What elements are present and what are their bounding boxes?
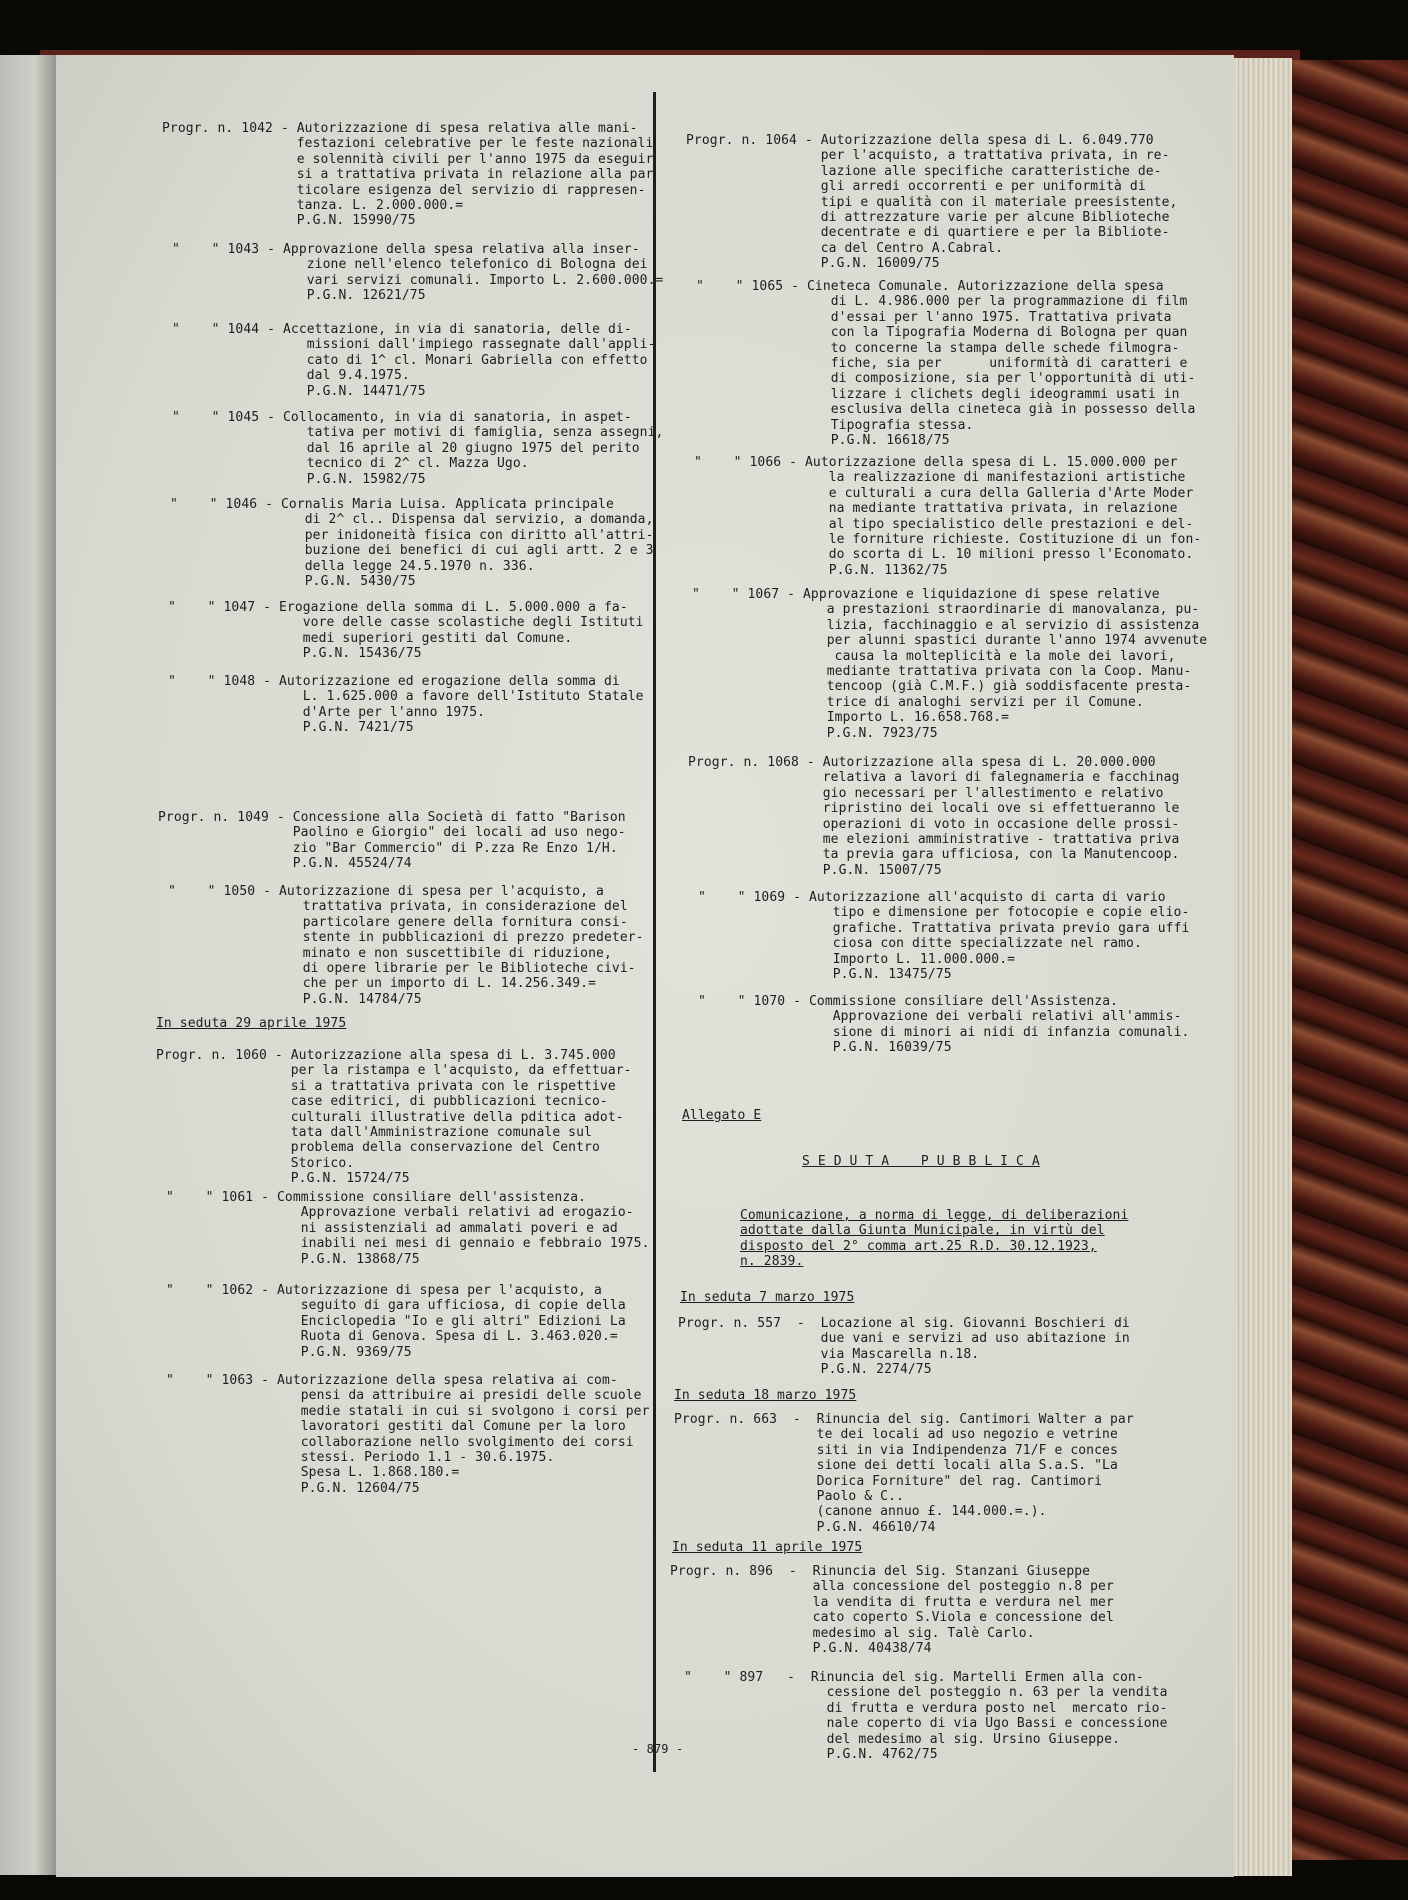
entry-1045: " " 1045 - Collocamento, in via di sanatoria, in aspet- tativa per motivi di famiglia, senza assegni, dal 16 aprile al 20 giugno 1975 del perito tecnico di 2^ cl. Mazza Ugo. P.G.N. 15982/75 — [172, 410, 664, 487]
session-heading-29-aprile: In seduta 29 aprile 1975 — [156, 1016, 347, 1031]
entry-1065: " " 1065 - Cineteca Comunale. Autorizzazione della spesa di L. 4.986.000 per la programmazione di film d'essai per l'anno 1975. Trattativa privata con la Tipografia Moderna di Bologna per quan to concerne la stampa delle schede filmogra- fiche, sia per uniformità di caratteri e di composizione, sia per l'opportunità di uti- lizzare i clichets degli ideogrammi usati in esclusiva della cineteca già in possesso della Tipografia stessa. P.G.N. 16618/75 — [696, 279, 1196, 449]
allegato-heading: Allegato E — [682, 1108, 762, 1123]
entry-1043: " " 1043 - Approvazione della spesa relativa alla inser- zione nell'elenco telefonico di Bologna dei vari servizi comunali. Importo L. 2.600.000.= P.G.N. 12621/75 — [172, 242, 664, 304]
entry-1063: " " 1063 - Autorizzazione della spesa relativa ai com- pensi da attribuire ai presidi delle scuole medie statali in cui si svolgono i corsi per lavoratori gestiti dal Comune per la loro collaborazione nello svolgimento dei corsi stessi. Periodo 1.1 - 30.6.1975. Spesa L. 1.868.180.= P.G.N. 12604/75 — [166, 1373, 650, 1496]
session-heading-7-marzo: In seduta 7 marzo 1975 — [680, 1290, 855, 1305]
entry-1061: " " 1061 - Commissione consiliare dell'assistenza. Approvazione verbali relativi ad erogazio- ni assistenziali ad ammalati poveri e ad inabili nei mesi di gennaio e febbraio 1975. P.G.N. 13868/75 — [166, 1190, 650, 1267]
page-edges — [1230, 58, 1292, 1876]
entry-1044: " " 1044 - Accettazione, in via di sanatoria, delle di- missioni dall'impiego rassegnate dall'appli- cato di 1^ cl. Monari Gabriella con effetto dal 9.4.1975. P.G.N. 14471/75 — [172, 322, 656, 399]
entry-896: Progr. n. 896 - Rinuncia del Sig. Stanzani Giuseppe alla concessione del posteggio n.8 per la vendita di frutta e verdura nel mer cato coperto S.Viola e concessione del medesimo al sig. Talè Carlo. P.G.N. 40438/74 — [670, 1564, 1114, 1657]
comunicazione-paragraph: Comunicazione, a norma di legge, di deliberazioni adottate dalla Giunta Municipale, in virtù del disposto del 2° comma art.25 R.D. 30.12.1923, n. 2839. — [740, 1208, 1129, 1270]
entry-1064: Progr. n. 1064 - Autorizzazione della spesa di L. 6.049.770 per l'acquisto, a trattativa privata, in re- lazione alle specifiche caratteristiche de- gli arredi occorrenti e per uniformità di tipi e qualità con il materiale preesistente, di attrezzature varie per alcune Biblioteche decentrate e di quartiere e per la Bibliote- ca del Centro A.Cabral. P.G.N. 16009/75 — [686, 133, 1178, 272]
session-heading-11-aprile: In seduta 11 aprile 1975 — [672, 1540, 863, 1555]
session-heading-18-marzo: In seduta 18 marzo 1975 — [674, 1388, 857, 1403]
entry-1067: " " 1067 - Approvazione e liquidazione di spese relative a prestazioni straordinarie di manovalanza, pu- lizia, facchinaggio e al servizio di assistenza per alunni spastici durante l'anno 1974 avvenute causa la molteplicità e la mole dei lavori, mediante trattativa privata con la Coop. Manu- tencoop (già C.M.F.) già soddisfacente presta- trice di analoghi servizi per il Comune. Importo L. 16.658.768.= P.G.N. 7923/75 — [692, 587, 1208, 741]
entry-1069: " " 1069 - Autorizzazione all'acquisto di carta di vario tipo e dimensione per fotocopie e copie elio- grafiche. Trattativa privata previo gara uffi ciosa con ditte specializzate nel ramo. Importo L. 11.000.000.= P.G.N. 13475/75 — [698, 890, 1190, 983]
entry-1068: Progr. n. 1068 - Autorizzazione alla spesa di L. 20.000.000 relativa a lavori di falegnameria e facchinag gio necessari per l'allestimento e relativo ripristino dei locali ove si effettueranno le operazioni di voto in occasione delle prossi- me elezioni amministrative - trattativa priva ta previa gara ufficiosa, con la Manutencoop. P.G.N. 15007/75 — [688, 755, 1180, 878]
entry-1046: " " 1046 - Cornalis Maria Luisa. Applicata principale di 2^ cl.. Dispensa dal servizio, a domanda, per inidoneità fisica con diritto all'attri- buzione dei benefici di cui agli artt. 2 e 3 della legge 24.5.1970 n. 336. P.G.N. 5430/75 — [170, 497, 654, 590]
entry-897: " " 897 - Rinuncia del sig. Martelli Ermen alla con- cessione del posteggio n. 63 per la vendita di frutta e verdura posto nel mercato rio- nale coperto di via Ugo Bassi e concessione del medesimo al sig. Ursino Giuseppe. P.G.N. 4762/75 — [684, 1670, 1168, 1763]
entry-1070: " " 1070 - Commissione consiliare dell'Assistenza. Approvazione dei verbali relativi all'ammis- sione di minori ai nidi di infanzia comunali. P.G.N. 16039/75 — [698, 994, 1190, 1056]
entry-557: Progr. n. 557 - Locazione al sig. Giovanni Boschieri di due vani e servizi ad uso abitazione in via Mascarella n.18. P.G.N. 2274/75 — [678, 1316, 1130, 1378]
entry-1062: " " 1062 - Autorizzazione di spesa per l'acquisto, a seguito di gara ufficiosa, di copie della Enciclopedia "Io e gli altri" Edizioni La Ruota di Genova. Spesa di L. 3.463.020.= P.G.N. 9369/75 — [166, 1283, 626, 1360]
entry-1050: " " 1050 - Autorizzazione di spesa per l'acquisto, a trattativa privata, in considerazione del particolare genere della fornitura consi- stente in pubblicazioni di prezzo predeter- minato e non suscettibile di riduzione, di opere librarie per le Biblioteche civi- che per un importo di L. 14.256.349.= P.G.N. 14784/75 — [168, 884, 644, 1007]
entry-1047: " " 1047 - Erogazione della somma di L. 5.000.000 a fa- vore delle casse scolastiche degli Istituti medi superiori gestiti dal Comune. P.G.N. 15436/75 — [168, 600, 644, 662]
previous-page-edge — [0, 55, 58, 1875]
marbled-cover — [1290, 60, 1408, 1860]
page-number: - 879 - — [632, 1742, 684, 1756]
entry-1048: " " 1048 - Autorizzazione ed erogazione della somma di L. 1.625.000 a favore dell'Istituto Statale d'Arte per l'anno 1975. P.G.N. 7421/75 — [168, 674, 644, 736]
entry-1049: Progr. n. 1049 - Concessione alla Società di fatto "Barison Paolino e Giorgio" dei locali ad uso nego- zio "Bar Commercio" di P.zza Re Enzo 1/H. P.G.N. 45524/74 — [158, 810, 626, 872]
entry-1042: Progr. n. 1042 - Autorizzazione di spesa relativa alle mani- festazioni celebrative per le feste nazionali e solennità civili per l'anno 1975 da eseguir si a trattativa privata in relazione alla par ticolare esigenza del servizio di rappresen- tanza. L. 2.000.000.= P.G.N. 15990/75 — [162, 121, 654, 229]
entry-663: Progr. n. 663 - Rinuncia del sig. Cantimori Walter a par te dei locali ad uso negozio e vetrine siti in via Indipendenza 71/F e conces sione dei detti locali alla S.a.S. "La Dorica Forniture" del rag. Cantimori Paolo & C.. (canone annuo £. 144.000.=.). P.G.N. 46610/74 — [674, 1412, 1134, 1535]
entry-1060: Progr. n. 1060 - Autorizzazione alla spesa di L. 3.745.000 per la ristampa e l'acquisto, da effettuar- si a trattativa privata con le rispettive case editrici, di pubblicazioni tecnico- culturali illustrative della pditica adot- tata dall'Amministrazione comunale sul problema della conservazione del Centro Storico. P.G.N. 15724/75 — [156, 1048, 632, 1187]
seduta-pubblica-heading: S E D U T A P U B B L I C A — [802, 1154, 1040, 1169]
entry-1066: " " 1066 - Autorizzazione della spesa di L. 15.000.000 per la realizzazione di manifestazioni artistiche e culturali a cura della Galleria d'Arte Moder na mediante trattativa privata, in relazione al tipo specialistico delle prestazioni e del- le forniture richieste. Costituzione di un fon- do scorta di L. 10 milioni presso l'Economato. P.G.N. 11362/75 — [694, 455, 1202, 578]
